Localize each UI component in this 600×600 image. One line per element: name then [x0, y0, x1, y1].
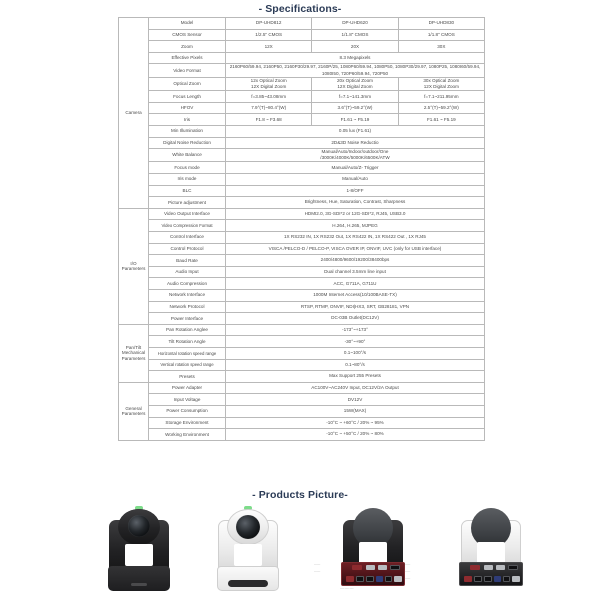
- specifications-title: - Specifications-: [258, 3, 342, 15]
- table-row: [119, 429, 485, 441]
- port-audio-out: [385, 576, 392, 582]
- products-picture-row: [0, 504, 600, 596]
- spec-value-all-models: HDMI2.0, 3G-SDI*2 or 12G-SDI*2, RJ45, USB3.0: [226, 208, 485, 220]
- table-row: [119, 91, 485, 103]
- products-picture-title: - Products Picture-: [252, 489, 348, 501]
- io-annotation-right-1: ―――: [404, 564, 411, 566]
- yoke-cutout: [477, 542, 505, 564]
- port-lan: [378, 565, 387, 570]
- spec-param-label: Min Illumination: [149, 125, 226, 137]
- spec-param-label: Digital Noise Reduction: [149, 137, 226, 149]
- port-usb: [508, 565, 518, 570]
- table-row: [119, 149, 485, 162]
- spec-param-label: Model: [149, 18, 226, 30]
- port-audio-in: [376, 576, 383, 582]
- spec-value-all-models: 0.1~80°/s: [226, 359, 485, 371]
- spec-value-model-2: 3.6°(T)~59.2°(W): [312, 102, 398, 114]
- table-row: [119, 266, 485, 278]
- spec-value-all-models: 0.1~100°/s: [226, 347, 485, 359]
- spec-param-label: Network Interface: [149, 290, 226, 302]
- spec-value-model-1: DP-UHD812: [226, 18, 312, 30]
- table-row: [119, 174, 485, 186]
- spec-param-label: Power Consumption: [149, 405, 226, 417]
- port-dip-switch: [512, 576, 520, 582]
- spec-param-label: Horizontal rotation speed range: [149, 347, 226, 359]
- table-row: [119, 394, 485, 406]
- spec-value-all-models: RTSP, RTMP, ONVIF, NDI|HX3, SRT, GB28181, VPN: [226, 301, 485, 313]
- spec-value-model-2: 20x Optical Zoom 12X Digital Zoom: [312, 77, 398, 90]
- camera-base: [217, 566, 279, 591]
- port-usb: [390, 565, 400, 570]
- spec-param-label: Focus Length: [149, 91, 226, 103]
- spec-param-label: Video Format: [149, 64, 226, 77]
- port-rs232-in: [356, 576, 364, 582]
- table-row: [119, 137, 485, 149]
- table-row: [119, 64, 485, 77]
- table-row: [119, 232, 485, 244]
- port-power: [464, 576, 472, 582]
- specifications-table: [118, 17, 485, 441]
- table-row: [119, 102, 485, 114]
- spec-param-label: Optical Zoom: [149, 77, 226, 90]
- spec-value-model-2: f=7.1~141.3mm: [312, 91, 398, 103]
- spec-param-label: HFOV: [149, 102, 226, 114]
- spec-value-model-3: 30X: [398, 41, 484, 53]
- spec-value-model-3: 30x Optical Zoom 12X Digital Zoom: [398, 77, 484, 90]
- black-camera-rear: [314, 504, 416, 594]
- table-row: [119, 243, 485, 255]
- port-rs232-out: [366, 576, 374, 582]
- table-row: [119, 290, 485, 302]
- spec-group-label: Camera: [119, 18, 149, 209]
- spec-value-all-models: VISCA /PELCO-D / PELCO-P, VISCA OVER IP, ONVIF, UVC (only for USB interface): [226, 243, 485, 255]
- io-annotation-bottom: ―― ―― ――: [340, 588, 354, 590]
- spec-group-label: General Parameters: [119, 382, 149, 440]
- spec-value-all-models: 1X RS232 IN, 1X RS232 Out, 1X RS422 IN, 1X RS422 Out , 1X RJ45: [226, 232, 485, 244]
- table-row: [119, 29, 485, 41]
- table-row: [119, 359, 485, 371]
- spec-value-all-models: Manual/Auto/Z- Trigger: [226, 162, 485, 174]
- spec-value-all-models: Manual/Auto/Indoor/outdoor/One /3000K/4000K/5000K/6500K/ATW: [226, 149, 485, 162]
- spec-value-all-models: DV12V: [226, 394, 485, 406]
- spec-param-label: Pan Rotation Anglee: [149, 324, 226, 336]
- white-camera-front: [205, 504, 291, 594]
- spec-value-all-models: H.264, H.265, MJPEG: [226, 220, 485, 232]
- black-camera-front: [96, 504, 182, 594]
- spec-value-all-models: Dual channel 3.5mm line input: [226, 266, 485, 278]
- spec-group-label: Pan/Tilt Mechanical Parameters: [119, 324, 149, 382]
- table-row: [119, 77, 485, 90]
- spec-value-model-3: 2.5°(T)~59.2°(W): [398, 102, 484, 114]
- table-row: [119, 52, 485, 64]
- table-row: [119, 371, 485, 383]
- spec-param-label: Audio Compression: [149, 278, 226, 290]
- camera-lens-glass: [128, 515, 150, 537]
- spec-value-model-1: 12x Optical Zoom 12X Digital Zoom: [226, 77, 312, 90]
- spec-param-label: Power Interface: [149, 313, 226, 325]
- white-camera-rear: [448, 504, 534, 594]
- rear-io-panel: [341, 562, 405, 586]
- table-row: [119, 417, 485, 429]
- table-row: [119, 382, 485, 394]
- io-annotation-left-1: ―――: [314, 564, 321, 566]
- base-ir-strip: [131, 583, 147, 586]
- spec-value-all-models: -10°C ~ +50°C / 20% ~ 80%: [226, 429, 485, 441]
- table-row: [119, 197, 485, 209]
- table-row: [119, 255, 485, 267]
- spec-value-model-1: 7.9°(T)~80.4°(W): [226, 102, 312, 114]
- table-row: [119, 114, 485, 126]
- spec-value-all-models: Manual/Auto: [226, 174, 485, 186]
- spec-param-label: Iris mode: [149, 174, 226, 186]
- port-dip-switch: [394, 576, 402, 582]
- spec-param-label: Baud Rate: [149, 255, 226, 267]
- spec-param-label: Storage Environment: [149, 417, 226, 429]
- io-annotation-right-2: ―――: [404, 571, 411, 573]
- table-row: [119, 313, 485, 325]
- spec-value-all-models: 1-8/OFF: [226, 185, 485, 197]
- spec-value-all-models: Max Support 255 Presets: [226, 371, 485, 383]
- spec-value-all-models: -173°~+173°: [226, 324, 485, 336]
- spec-param-label: BLC: [149, 185, 226, 197]
- specifications-table-wrap: [118, 17, 485, 441]
- table-row: [119, 18, 485, 30]
- spec-param-label: Picture adjustment: [149, 197, 226, 209]
- yoke-cutout: [125, 544, 153, 566]
- table-row: [119, 162, 485, 174]
- spec-param-label: Vertical rotation speed range: [149, 359, 226, 371]
- port-lan: [496, 565, 505, 570]
- table-row: [119, 208, 485, 220]
- camera-base: [108, 566, 170, 591]
- spec-param-label: Focus mode: [149, 162, 226, 174]
- spec-group-label: I/O Parameters: [119, 208, 149, 324]
- spec-value-all-models: DC-03B Outlet(DC12V): [226, 313, 485, 325]
- spec-value-model-1: 12X: [226, 41, 312, 53]
- table-row: [119, 41, 485, 53]
- spec-param-label: White Balance: [149, 149, 226, 162]
- spec-param-label: Presets: [149, 371, 226, 383]
- spec-value-model-1: f=3.85~43.08mm: [226, 91, 312, 103]
- spec-value-all-models: -30°~+90°: [226, 336, 485, 348]
- table-row: [119, 185, 485, 197]
- port-sdi: [470, 565, 480, 570]
- rear-io-panel: [459, 562, 523, 586]
- spec-value-all-models: 2400/4800/9600/19200/38400bps: [226, 255, 485, 267]
- spec-value-all-models: 2D&3D Noise Reductio: [226, 137, 485, 149]
- spec-value-all-models: AC100V~AC240V Input, DC12V/2A Output: [226, 382, 485, 394]
- spec-value-all-models: 2160P60/59.94, 2160P50, 2160P30/29.97, 2160P/25, 1080P60/59.94, 1080P50, 1080P30/29.97, 1080P25, 1080I60/59.94, 1080I50, 720P60/59.94, 720P50: [226, 64, 485, 77]
- spec-param-label: Video Compression Format: [149, 220, 226, 232]
- spec-value-model-2: DP-UHD620: [312, 18, 398, 30]
- spec-value-model-3: DP-UHD830: [398, 18, 484, 30]
- port-sdi: [352, 565, 362, 570]
- camera-lens-glass: [236, 515, 260, 539]
- spec-param-label: Effective Pixels: [149, 52, 226, 64]
- table-row: [119, 324, 485, 336]
- port-hdmi: [366, 565, 375, 570]
- yoke-cutout: [234, 544, 262, 566]
- spec-param-label: Network Protocol: [149, 301, 226, 313]
- spec-param-label: Input Voltage: [149, 394, 226, 406]
- port-rs232-out: [484, 576, 492, 582]
- spec-value-model-2: 20X: [312, 41, 398, 53]
- spec-value-model-2: F1.61 ~ F5.19: [312, 114, 398, 126]
- io-annotation-right-3: ―――: [404, 578, 411, 580]
- products-picture-section: [0, 487, 600, 600]
- spec-param-label: Iris: [149, 114, 226, 126]
- table-row: [119, 405, 485, 417]
- spec-param-label: Audio Input: [149, 266, 226, 278]
- port-hdmi: [484, 565, 493, 570]
- spec-value-model-1: F1.8 ~ F3.68: [226, 114, 312, 126]
- spec-value-model-3: F1.61 ~ F5.19: [398, 114, 484, 126]
- base-ir-strip: [228, 580, 268, 587]
- io-annotation-left-2: ―――: [314, 571, 321, 573]
- yoke-cutout: [359, 542, 387, 564]
- spec-value-model-1: 1/2.5" CMOS: [226, 29, 312, 41]
- spec-value-all-models: 1000M Internet Access(10/100BASE-TX): [226, 290, 485, 302]
- spec-param-label: Power Adapter: [149, 382, 226, 394]
- table-row: [119, 301, 485, 313]
- spec-value-all-models: 8.3 Megapixels: [226, 52, 485, 64]
- spec-value-model-3: 1/1.8" CMOS: [398, 29, 484, 41]
- spec-param-label: CMOS Sensor: [149, 29, 226, 41]
- spec-param-label: Tilt Rotation Angle: [149, 336, 226, 348]
- port-audio-in: [494, 576, 501, 582]
- table-row: [119, 125, 485, 137]
- spec-value-model-3: f=7.1~211.95mm: [398, 91, 484, 103]
- spec-param-label: Control Interface: [149, 232, 226, 244]
- table-row: [119, 336, 485, 348]
- spec-value-model-2: 1/1.8" CMOS: [312, 29, 398, 41]
- spec-value-all-models: 15W(MAX): [226, 405, 485, 417]
- port-power: [346, 576, 354, 582]
- spec-param-label: Control Protocol: [149, 243, 226, 255]
- spec-value-all-models: Brightness, Hue, Saturation, Contrast, Sharpness: [226, 197, 485, 209]
- spec-param-label: Video Output Interface: [149, 208, 226, 220]
- spec-param-label: Working Environment: [149, 429, 226, 441]
- table-row: [119, 220, 485, 232]
- port-rs232-in: [474, 576, 482, 582]
- spec-value-all-models: 0.05 lux (F1.61): [226, 125, 485, 137]
- table-row: [119, 347, 485, 359]
- table-row: [119, 278, 485, 290]
- spec-param-label: Zoom: [149, 41, 226, 53]
- spec-value-all-models: ACC, G711A, G711U: [226, 278, 485, 290]
- spec-value-all-models: -10°C ~ +60°C / 20% ~ 95%: [226, 417, 485, 429]
- port-audio-out: [503, 576, 510, 582]
